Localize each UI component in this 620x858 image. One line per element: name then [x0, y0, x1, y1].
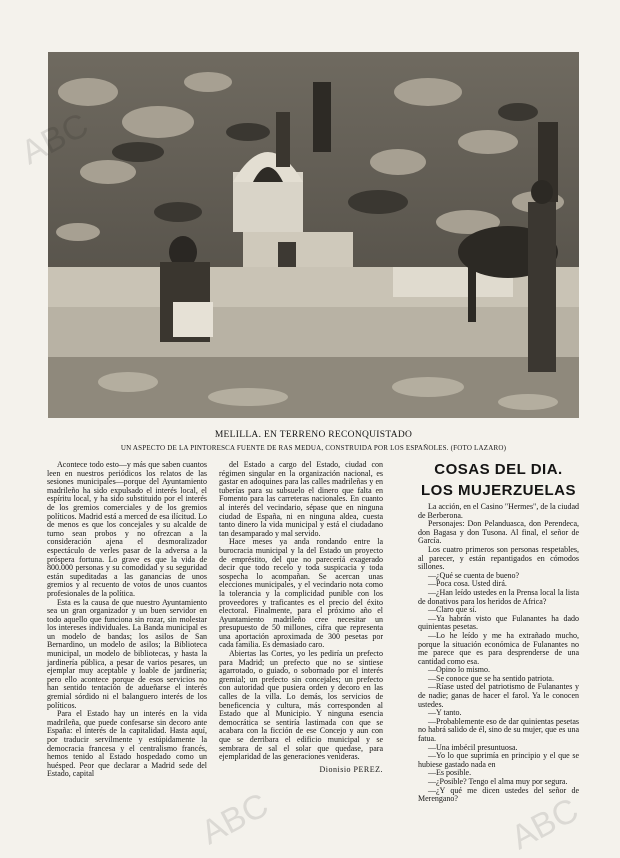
article-column-1 [47, 461, 207, 779]
dialogue-text [418, 503, 579, 804]
dialogue-line: —Ríase usted del patriotismo de Fulanantes y de nadie; ganas de hacer el farol. Ya le conocen ustedes. [418, 682, 579, 709]
dialogue-line: Los cuatro primeros son personas respetables, al parecer, y están repantigados en cómodos sillones. [418, 544, 579, 572]
dialogue-line: —Yo lo que suprimía en principio y el que se hubiese gastado nada en [418, 751, 579, 769]
paragraph: Hace meses ya anda rondando entre la burocracia municipal y la del Estado un proyecto de empréstito, del que no pareceríá exagerado decir que todo recelo y toda suspicacia y toda sospecha lo acompañan. Se acercan unas elecciones municipales, y el vecindario nota como la tolerancia y la complicidad punible con los proveedores y traficantes es el precio del éxito electoral. Finalmente, para el próximo año el Ayuntamiento madrileño cree necesitar un presupuesto de 50 millones, cifra que representa una aportación aproximada de 300 pesetas por cada familia. Es demasiado caro. [219, 537, 383, 650]
headline-line-2: LOS MUJERZUELAS [420, 482, 576, 499]
watermark: ABC [194, 785, 275, 853]
dialogue-line: —Claro que sí. [428, 605, 477, 615]
paragraph: Acontece todo esto—y más que saben cuantos leen en nuestros periódicos los relatos de las sesiones municipales—porque del Ayuntamiento madrileño ha sido expulsado el interés local, el espíritu local, y ha sido substituido por el interés de los gremios comerciales y de los gremios políticos. Madrid está a merced de esa ilícitud. Lo de menos es que los concejales y su alcalde de turno sean probos y no ofrezcan a la consideración ajena el desmoralizador espectáculo de verles pasar de la adversa a la próspera fortuna. Lo grave es que la vida de 800.000 personas y su comodidad y su seguridad están supeditadas a las ganancias de unos gremios y al recuento de votos de unos cuantos profesionales de la política. [47, 460, 207, 598]
article-column-2 [219, 461, 383, 774]
watermark: ABC [504, 790, 585, 858]
photograph [48, 52, 579, 418]
paragraph: del Estado a cargo del Estado, ciudad con régimen singular en la organización nacional, es gastar en adoquines para las calles madrileñas y en tuberías para su subsuelo el dinero que falta en Fomento para las carreteras nacionales. En cuanto al interés del vecindario, sépase que en ninguna ciudad de España, ni en ninguna aldea, cuesta tanto dinero la vida municipal y está el ciudadano tan desamparado y mal servido. [219, 460, 383, 538]
photo-caption-subtitle: UN ASPECTO DE LA PINTORESCA FUENTE DE RAS MEDUA, CONSTRUIDA POR LOS ESPAÑOLES. (FOTO LAZARO) [120, 444, 507, 452]
dialogue-line: —¿Posible? Tengo el alma muy por segura. [428, 777, 568, 786]
dialogue-line: —Se conoce que se ha sentido patriota. [428, 673, 554, 683]
paragraph: Para el Estado hay un interés en la vida madrileña, que puede confesarse sin decoro ante España: el interés de la capitalidad. Hasta aquí, por traducir servilmente y estúpidamente la democracia francesa y el centralismo francés, hemos tenido al Estado hospedado como un huésped. Peor que declarar a Madrid sede del Estado, capital [47, 709, 207, 779]
headline-line-1: COSAS DEL DIA. [434, 461, 563, 478]
dialogue-line: —¿Han leído ustedes en la Prensa local la lista de donativos para los heridos de Africa? [418, 587, 579, 606]
dialogue-line: —¿Qué se cuenta de bueno? [428, 570, 520, 580]
dialogue-line: —¿Y qué me dicen ustedes del señor de Merengano? [418, 785, 579, 804]
dialogue-line: —Es posible. [428, 768, 472, 778]
dialogue-line: —Lo he leído y me ha extrañado mucho, porque la situación económica de Fulanantes no me parece que es para desprenderse de una cantidad como esa. [418, 630, 579, 666]
paragraph: Esta es la causa de que nuestro Ayuntamiento sea un gran organizador y un buen servidor en todo aquello que funciona sin rozar, sin molestar los intereses individuales. La Banda municipal es un modelo de bandas; los asilos de San Bernardino, un modelo de asilos; la Biblioteca municipal, un modelo de bibliotecas, y hasta la jardinería pública, a pesar de varios pesares, un ejemplar muy aceptable y loable de jardinería; pero ello acontece porque de esos servicios no han sentido tentación de adueñarse el interés gremial sórdido ni el balanguero interés de los políticos. [47, 597, 207, 710]
dialogue-line: La acción, en el Casino "Hermes", de la ciudad de Berberona. [418, 502, 579, 520]
photo-caption-title: MELILLA. EN TERRENO RECONQUISTADO [214, 430, 413, 440]
dialogue-line: —Probablemente eso de dar quinientas pesetas no habrá salido de él, sino de su mujer, que es una fatua. [418, 716, 579, 744]
dialogue-line: —Poca cosa. Usted dirá. [428, 579, 507, 589]
dialogue-line: Personajes: Don Pelanduasca, don Perendeca, don Bagasa y don Tusona. Al final, el señor de García. [418, 519, 579, 546]
dialogue-line: —Opino lo mismo. [428, 665, 491, 675]
dialogue-line: —Una imbécil presuntuosa. [428, 742, 518, 752]
author-signature: Dionisio PEREZ. [319, 764, 383, 774]
paragraph: Abiertas las Cortes, yo les pediría un prefecto para Madrid; un prefecto que no se sintiese agarrotado, o guiado, o sobornado por el interés gremial; un prefecto sin concejales; un prefecto con autoridad que pusiera orden y decoro en las calles de la villa. Lo demás, los servicios de beneficencia y cultura, más corresponden al Estado que al Municipio. Y ninguna esencia democrática se sentiría lastimada con que se acabara con la ficción de ese Concejo y aun con que se derribara el edificio municipal y se sembrara de sal el solar que quedase, para ejemplaridad de las generaciones venideras. [219, 649, 383, 762]
dialogue-line: —Ya habrán visto que Fulanantes ha dado quinientas pesetas. [418, 613, 579, 632]
article-column-3 [418, 461, 579, 804]
dialogue-line: —Y tanto. [428, 708, 462, 718]
